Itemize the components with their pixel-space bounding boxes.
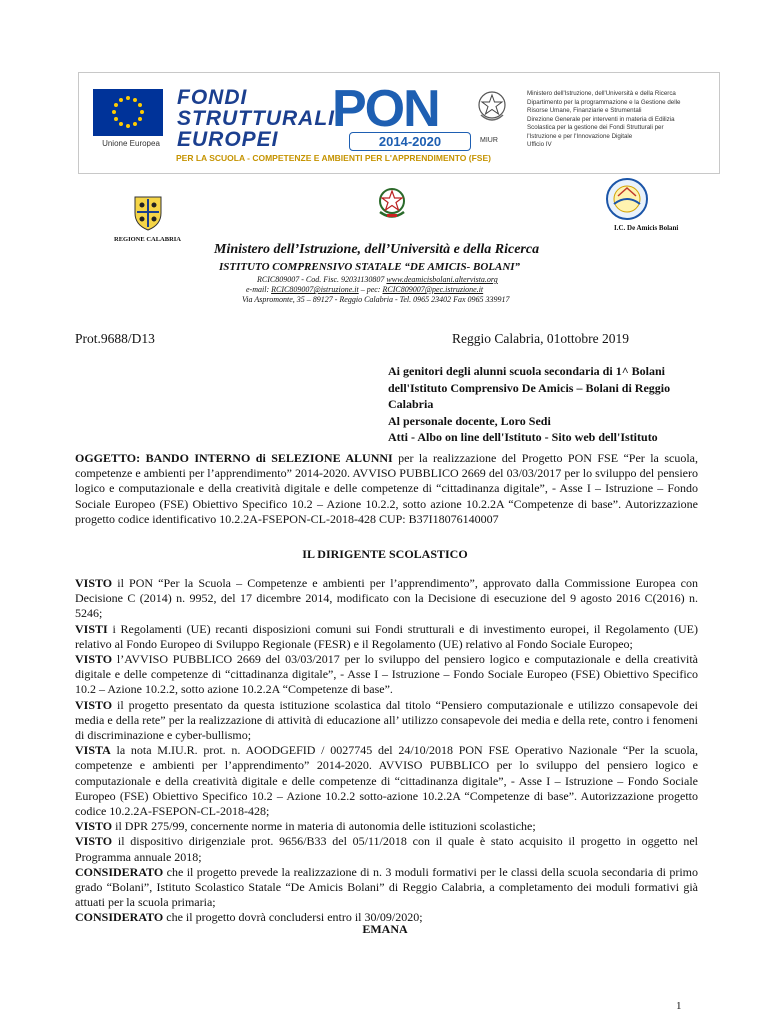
clause (75, 576, 698, 622)
miur-line: Risorse Umane, Finanziarie e Strumentali (527, 107, 642, 114)
pec-link[interactable]: RCIC809007@pec.istruzione.it (382, 285, 484, 294)
clause-text: il progetto presentato da questa istituzione scolastica dal titolo “Pensiero computazionale e utilizzo consapevole dei media e della rete” per la realizzazione di attività di educazione all’ utilizzo consapevole dei media e della rete, contro i fenomeni di discriminazione e cyber-bullismo; (75, 697, 698, 743)
eu-caption: Unione Europea (102, 139, 160, 148)
fondi-line-2: STRUTTURALI (177, 107, 335, 130)
email-line (246, 285, 483, 294)
italian-republic-emblem-icon (376, 185, 408, 221)
clause-text: il DPR 275/99, concernente norme in materia di autonomia delle istituzioni scolastiche; (112, 819, 536, 834)
clause-keyword: CONSIDERATO (75, 910, 164, 925)
clause (75, 819, 698, 834)
clause-keyword: VISTO (75, 652, 113, 667)
page-number: 1 (676, 1000, 682, 1012)
miur-department-text (527, 90, 712, 150)
clause-text: che il progetto dovrà concludersi entro il 30/09/2020; (163, 910, 423, 925)
institute-name: ISTITUTO COMPRENSIVO STATALE “DE AMICIS- BOLANI” (219, 261, 521, 273)
miur-line: Dipartimento per la programmazione e la Gestione delle (527, 98, 681, 106)
oggetto-text: per la realizzazione del Progetto PON FSE “Per la scuola, competenze e ambienti per l’apprendimento” 2014-2020. AVVISO PUBBLICO 2669 del 03/03/2017 per lo sviluppo del pensiero logico e computazionale e della creatività digitale e delle competenze di “cittadinanza digitale”, - Asse I – Istruzione – Fondo Sociale Europeo (FSE) Obiettivo Specifico 10.2 – Azione 10.2.2, sotto azione 10.2.2A “Competenze di base”. Autorizzazione progetto codice identificativo 10.2.2A-FSEPON-CL-2018-428 CUP: B37I18076140007 (75, 451, 698, 526)
recipient-line: Al personale docente, Loro Sedi (388, 413, 551, 428)
clause (75, 865, 698, 911)
recipient-line: Ai genitori degli alunni scuola secondaria di 1^ Bolani (388, 364, 666, 378)
recipients-block (388, 363, 708, 446)
miur-line: Ministero dell'Istruzione, dell'Università e della Ricerca (527, 90, 676, 97)
recipient-line: dell'Istituto Comprensivo De Amicis – Bolani di Reggio (388, 380, 671, 395)
regione-calabria-label: REGIONE CALABRIA (114, 236, 181, 243)
clause (75, 652, 698, 698)
clause-text: l’AVVISO PUBBLICO 2669 del 03/03/2017 per lo sviluppo del pensiero logico e computazionale e della creatività digitale e delle competenze di “cittadinanza digitale”, - Asse I – Istruzione – Fondo Sociale Europeo (FSE) Obiettivo Specifico 10.2 – Azione 10.2.2, sotto azione 10.2.2A “Competenze di base”. (75, 652, 698, 697)
clause-text: il PON “Per la Scuola – Competenze e ambienti per l’apprendimento”, approvato dalla Commissione Europea con Decisione C (2014) n. 9952, del 17 dicembre 2014, modificato con la Decisione di esecuzione del 9 agosto 2016 C(2016) n. 5246; (75, 576, 698, 621)
school-logo-label: I.C. De Amicis Bolani (614, 224, 679, 232)
school-codes: RCIC809007 - Cod. Fisc. 92031130807 (257, 275, 387, 284)
clause (75, 698, 698, 744)
clause-text: che il progetto prevede la realizzazione di n. 3 moduli formativi per le classi della scuola secondaria di primo grado “Bolani”, Istituto Scolastico Statale “De Amicis Bolani” di Reggio Calabria, a completamento dei moduli formativi già attuati per la scuola primaria; (75, 864, 698, 910)
clause-text: il dispositivo dirigenziale prot. 9656/B33 del 05/11/2018 con il quale è stato acquisito il progetto in oggetto nel Programma annuale 2018; (75, 834, 698, 864)
pec-prefix: – pec: (358, 285, 383, 294)
email-prefix: e-mail: (246, 285, 272, 294)
miur-line: Ufficio IV (527, 141, 552, 148)
clause-keyword: VISTO (75, 834, 113, 849)
miur-line: Direzione Generale per interventi in materia di Edilizia (527, 115, 675, 123)
clause (75, 743, 698, 819)
eu-flag-icon (93, 89, 163, 136)
miur-line: l'Istruzione e per l'Innovazione Digitale (527, 132, 633, 140)
banner-subtitle: PER LA SCUOLA - COMPETENZE E AMBIENTI PER L'APPRENDIMENTO (FSE) (176, 153, 491, 163)
school-logo-icon (598, 176, 656, 222)
pon-banner (78, 72, 720, 174)
clause-keyword: VISTO (75, 576, 113, 590)
clause-keyword: VISTI (75, 621, 108, 636)
miur-label: MIUR (480, 137, 498, 144)
clauses-block (75, 576, 698, 926)
protocol-number: Prot.9688/D13 (75, 331, 155, 346)
fondi-line-3: EUROPEI (177, 128, 279, 151)
ministry-title: Ministero dell’Istruzione, dell’Università e della Ricerca (214, 242, 540, 257)
regione-calabria-crest-icon (133, 193, 163, 231)
website-link[interactable]: www.deamicisbolani.altervista.org (386, 275, 498, 284)
recipient-line: Atti - Albo on line dell'Istituto - Sito web dell'Istituto (388, 430, 658, 444)
clause (75, 834, 698, 864)
address-line: Via Aspromonte, 35 – 89127 - Reggio Calabria - Tel. 0965 23402 Fax 0965 339917 (242, 295, 510, 304)
fondi-line-1: FONDI (177, 86, 248, 109)
miur-emblem-icon (476, 89, 508, 125)
dirigente-title: IL DIRIGENTE SCOLASTICO (302, 547, 468, 561)
clause-text: la nota M.IU.R. prot. n. AOODGEFID / 0027745 del 24/10/2018 PON FSE Operativo Nazionale “Per la scuola, competenze e ambienti per l’apprendimento” 2014-2020. AVVISO PUBBLICO per lo sviluppo del pensiero logico e computazionale e della creatività digitale e delle competenze di “cittadinanza digitale”, - Asse I – Istruzione – Fondo Sociale Europeo (FSE) Obiettivo Specifico 10.2 – Azione 10.2.2 sotto-azione 10.2.2A “Competenze di base”. Autorizzazione progetto codice 10.2.2A-FSEPON-CL-2018-428; (75, 743, 698, 819)
school-codes-line (257, 275, 498, 284)
clause-text: i Regolamenti (UE) recanti disposizioni comuni sui Fondi strutturali e di investimento europei, il Regolamento (UE) relativo al Fondo Europeo di Sviluppo Regionale (FESR) e il Regolamento (UE) relativo al Fondo Sociale Europeo; (75, 621, 698, 651)
clause-keyword: CONSIDERATO (75, 864, 164, 879)
clause-keyword: VISTA (75, 743, 111, 758)
recipient-line: Calabria (388, 397, 434, 411)
clause-keyword: VISTO (75, 819, 113, 834)
oggetto-label: OGGETTO: BANDO INTERNO di SELEZIONE ALUNNI (75, 451, 393, 465)
email-link[interactable]: RCIC809007@istruzione.it (271, 285, 359, 294)
pon-logo-text: PON (332, 80, 439, 138)
miur-line: Scolastica per la gestione dei Fondi Strutturali per (527, 124, 664, 131)
clause (75, 622, 698, 652)
oggetto-paragraph (75, 451, 698, 527)
emana-title: EMANA (362, 922, 408, 936)
pon-years: 2014-2020 (349, 132, 471, 151)
clause-keyword: VISTO (75, 697, 113, 712)
document-date: Reggio Calabria, 01ottobre 2019 (452, 331, 629, 346)
